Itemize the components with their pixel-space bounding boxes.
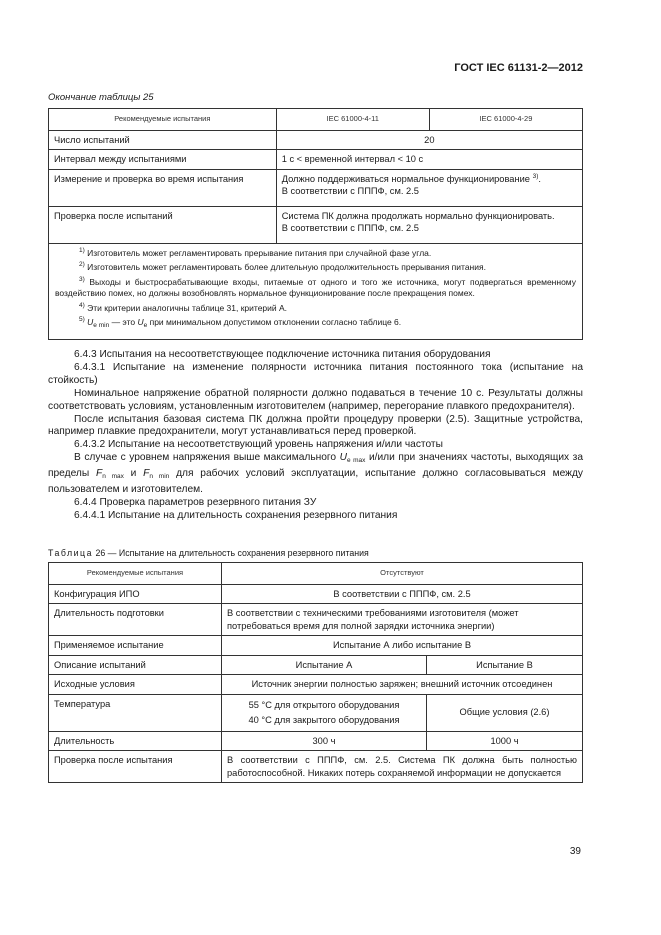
symbol: U [87,317,94,327]
footnote-text: при минимальном допустимом отклонении согласно таблице 6. [147,317,402,327]
paragraph [48,452,583,497]
text: и [123,468,144,480]
symbol: U [339,452,347,464]
footnotes [49,243,583,339]
table-row [49,150,583,170]
paragraph: После испытания базовая система ПК должна пройти процедуру проверки (2.5). Защитные устройства, например плавкие предохранители, могут устанавливаться перед проверкой. [48,413,583,438]
table-row [49,169,583,206]
footnote-text: — это [109,317,138,327]
table-25 [48,108,583,340]
row-label: Интервал между испытаниями [49,150,277,170]
row-value-line: В соответствии с ПППФ, см. 2.5 [281,223,419,233]
footnote-ref: 3) [532,172,539,180]
row-label: Измерение и проверка во время испытания [49,169,277,206]
table-header-row [49,563,583,585]
row-value: 300 ч [222,731,427,751]
row-label: Число испытаний [49,130,277,150]
table-26-caption [48,548,369,558]
row-value: 1 с < временной интервал < 10 с [276,150,582,170]
punctuation: . [538,173,541,184]
table-row [49,604,583,636]
row-label: Длительность подготовки [49,604,222,636]
page-number: 39 [569,846,581,857]
row-label: Исходные условия [49,675,222,695]
caption-text: 26 — Испытание на длительность сохранения резервного питания [93,548,369,558]
section-heading: 6.4.3 Испытания на несоответствующее подключение источника питания оборудования [74,349,491,360]
paragraph: Номинальное напряжение обратной полярности должно подаваться в течение 10 с. Результаты должны соответствовать условиям, установленным изготовителем (например, перегорание плавкого предохранителя). [48,387,583,412]
table-row [49,130,583,150]
footnote-text: Изготовитель может регламентировать более длительную продолжительность прерывания питания. [87,262,486,272]
row-value-line: 55 °С для открытого оборудования [248,699,400,710]
row-value [276,206,582,243]
table-row [49,675,583,695]
row-value: В соответствии с ПППФ, см. 2.5 [222,584,583,604]
table-row [49,731,583,751]
symbol-subscript: n min [149,473,170,481]
row-label: Проверка после испытания [49,751,222,783]
footnote [55,317,576,332]
footnote [55,262,576,274]
row-value-line: Система ПК должна продолжать нормально функционировать. [281,210,555,221]
row-value: Общие условия (2.6) [427,694,583,731]
row-value: Испытание А либо испытание В [222,636,583,656]
text: и/или при значениях частоты, выходящих за пределы [48,452,584,480]
header-cell: Рекомендуемые испытания [49,109,277,131]
row-label: Описание испытаний [49,655,222,675]
row-value: В соответствии с ПППФ, см. 2.5. Система ПК должна быть полностью работоспособной. Никаких потерь сохраняемой информации не допускается [222,751,583,783]
symbol-subscript: e max [346,457,366,465]
footnote-text: Эти критерии аналогичны таблице 31, критерий А. [87,302,288,313]
row-value-line: 40 °С для закрытого оборудования [248,714,400,725]
footnote-number: 5) [79,316,85,324]
table-row [49,751,583,783]
table-row [49,584,583,604]
caption-prefix: Таблица [48,548,93,558]
text: для рабочих условий эксплуатации, испытание должно согласовываться между пользователем и изготовителем. [48,468,583,496]
footnote-number: 4) [79,301,85,309]
row-value [222,694,427,731]
row-label: Температура [49,694,222,731]
text: В случае с уровнем напряжения выше максимального [74,452,340,464]
body-text [48,349,583,523]
symbol: F [95,468,103,480]
header-cell: Отсутствуют [222,563,583,585]
row-value: 20 [276,130,582,150]
table-26 [48,562,583,783]
footnote-number: 3) [79,275,85,283]
row-value-line: Должно поддерживаться нормальное функционирование [281,173,530,184]
header-cell: Рекомендуемые испытания [49,563,222,585]
row-label: Проверка после испытаний [49,206,277,243]
header-cell: IEC 61000-4-11 [276,109,429,131]
footnote-text: Изготовитель может регламентировать прерывание питания при случайной фазе угла. [87,247,432,258]
footnotes-row [49,243,583,339]
section-heading: 6.4.4 Проверка параметров резервного питания ЗУ [74,496,317,508]
symbol-subscript: e [143,322,148,329]
footnote [55,248,576,260]
footnote [55,277,576,300]
row-value-line: В соответствии с ПППФ, см. 2.5 [281,186,419,196]
table-25-caption: Окончание таблицы 25 [48,92,154,103]
row-label: Конфигурация ИПО [49,584,222,604]
symbol: U [137,317,144,327]
symbol-subscript: n max [102,473,124,481]
row-value [276,169,582,206]
row-value: Испытание А [222,655,427,675]
footnote [55,303,576,315]
row-value: Источник энергии полностью заряжен; внешний источник отсоединен [222,675,583,695]
symbol: F [143,468,150,480]
row-value: Испытание В [427,655,583,675]
section-heading: 6.4.3.2 Испытание на несоответствующий уровень напряжения и/или частоты [74,439,443,451]
table-header-row [49,109,583,131]
section-heading: 6.4.4.1 Испытание на длительность сохранения резервного питания [74,509,398,521]
table-row [49,655,583,675]
row-label: Длительность [49,731,222,751]
row-value: В соответствии с техническими требованиями изготовителя (может потребоваться время для полной зарядки источника энергии) [222,604,583,636]
row-value: 1000 ч [427,731,583,751]
section-heading: 6.4.3.1 Испытание на изменение полярности источника питания постоянного тока (испытание на стойкость) [48,361,583,386]
header-cell: IEC 61000-4-29 [429,109,582,131]
document-header: ГОСТ IEC 61131-2—2012 [454,62,583,74]
footnote-number: 1) [79,246,85,254]
footnote-text: Выходы и быстросрабатывающие входы, питаемые от одного и того же источника, могут подвергаться временному воздействию помех, но должны возобновлять нормальное функционирование после прекращения помех. [55,276,576,298]
table-row [49,636,583,656]
table-row [49,206,583,243]
row-label: Применяемое испытание [49,636,222,656]
footnote-number: 2) [79,261,85,269]
symbol-subscript: e min [93,322,110,329]
table-row [49,694,583,731]
